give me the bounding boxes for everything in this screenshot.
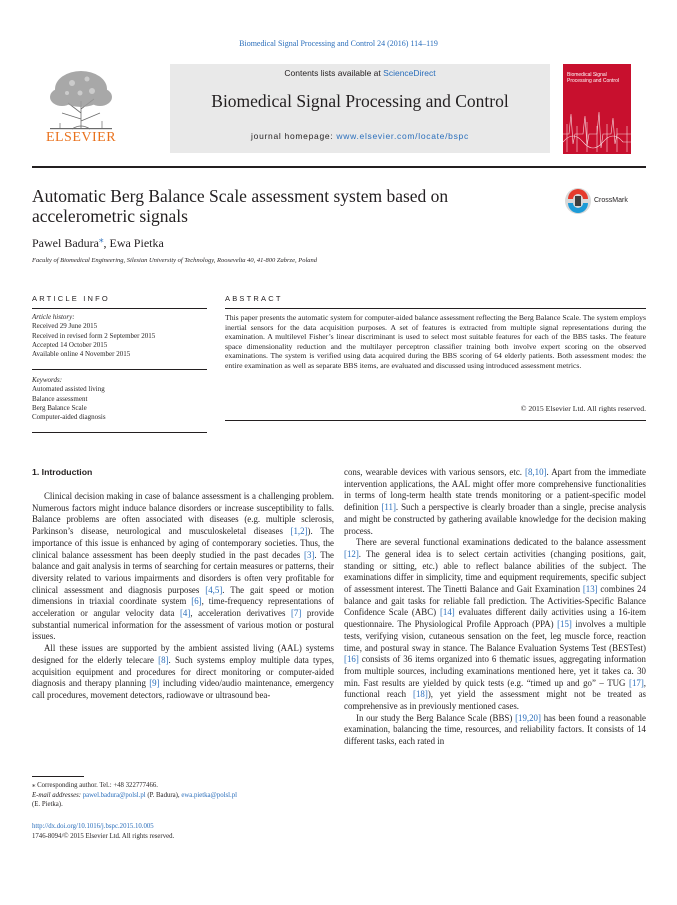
email-label: E-mail addresses: [32, 791, 82, 799]
citation-link[interactable]: [12] [344, 548, 359, 559]
email-link[interactable]: ewa.pietka@polsl.pl [181, 791, 238, 799]
homepage-link[interactable]: www.elsevier.com/locate/bspc [336, 131, 469, 141]
citation-link[interactable]: [6] [191, 596, 202, 607]
crossmark-label[interactable]: CrossMark [594, 197, 628, 204]
cover-waveform-graphic [563, 104, 631, 154]
author-name[interactable]: Pawel Badura [32, 236, 99, 250]
abstract-text: This paper presents the automatic system for computer-aided balance assessment reflecting the Berg Balance Scale. The system employs inertial sensors for the data acquisition purposes. A set of features is extracted from multiple signal representations during the examination. A multilevel Fisher’s linear discriminant is used to select most suitable features for each of the BBS tasks. The feature space dimensionality reduction and the multilayer perceptron classifier training both involve expert scoring on the observed examinations. The system is verified using data acquired during the BBS scoring of 64 elderly patients. Both assessment modes: the entire examination as well as separate BBS items, are evaluated and discussed using introduced assessment metrics. [225, 313, 646, 370]
citation-link[interactable]: [3] [304, 549, 315, 560]
crossmark-icon[interactable] [564, 187, 592, 215]
citation-link[interactable]: [16] [344, 654, 359, 665]
history-item: Available online 4 November 2015 [32, 350, 131, 359]
footnote-rule [32, 776, 84, 777]
contents-line [170, 68, 550, 78]
body-column-right [344, 467, 646, 748]
doi-link[interactable]: http://dx.doi.org/10.1016/j.bspc.2015.10.005 [32, 823, 154, 830]
history-item: Accepted 14 October 2015 [32, 340, 108, 349]
journal-homepage-line [170, 131, 550, 141]
author-name[interactable]: Ewa Pietka [109, 236, 164, 250]
homepage-prefix: journal homepage: [251, 131, 334, 141]
journal-cover-thumbnail[interactable] [563, 64, 631, 154]
article-info-rule [32, 308, 207, 309]
keywords-divider [32, 432, 207, 433]
email-line [32, 791, 334, 801]
keywords [32, 376, 207, 422]
author-separator: , [103, 236, 110, 250]
running-head[interactable]: Biomedical Signal Processing and Control 24 (2016) 114–119 [239, 39, 438, 48]
sciencedirect-link[interactable]: ScienceDirect [383, 68, 436, 78]
email-owner: (E. Pietka). [32, 801, 63, 808]
citation-link[interactable]: [19,20] [515, 712, 541, 723]
body-paragraph: cons, wearable devices with various sensors, etc. [8,10]. Apart from the immediate intervention applications, the AAL might offer more comprehensive functionalities in terms of long-term health state trends monitoring or a patient-specific model definition [11]. Such a perspective is clearly broader than a single, precise analysis and might be constructed by gathering available knowledge for the decision making process. [344, 467, 647, 536]
citation-link[interactable]: [14] [439, 607, 455, 618]
corresponding-author-note: ⁎ Corresponding author. Tel.: +48 322777466. [32, 782, 158, 789]
affiliation: Faculty of Biomedical Engineering, Silesian University of Technology, Roosevelta 40, 41-800 Zabrze, Poland [32, 257, 317, 264]
citation-link[interactable]: [4] [179, 608, 191, 619]
article-title-line1: Automatic Berg Balance Scale assessment system based on [32, 186, 449, 206]
citation-link[interactable]: [18] [413, 689, 428, 700]
citation-link[interactable]: [17] [628, 677, 644, 688]
citation-link[interactable]: [4,5] [205, 584, 223, 595]
article-history [32, 313, 207, 359]
abstract-copyright: © 2015 Elsevier Ltd. All rights reserved. [520, 404, 646, 413]
history-item: Received in revised form 2 September 2015 [32, 331, 156, 340]
citation-link[interactable]: [15] [557, 619, 572, 630]
article-info-heading: ARTICLE INFO [32, 294, 110, 303]
email-owner: (P. Badura), [145, 791, 182, 799]
keyword-item: Balance assessment [32, 394, 88, 403]
body-paragraph: There are several functional examinations dedicated to the balance assessment [12]. The general idea is to select certain activities (changing positions, gait, standing or sitting, etc.) able to reflect balance abilities of the subject. The examinations differ in simplicity, time and equipment requirements, specific subject of assessment interest. The Tinetti Balance and Gait Examination [13] combines 24 balance and gait tasks for reliable fall prediction. The Activities-Specific Balance Confidence Scale (ABC) [14] evaluates different daily activities using a 16-item questionnaire. The Physiological Profile Approach (PPA) [15] involves a multiple tests, verifying vision, cutaneous sensation on the feet, leg muscle force, reaction time, and postural sway in stance. The Balance Evaluation Systems Test (BESTest) [16] consists of 36 items organized into 6 thematic issues, aggregating information from multiple sources, including examinations mentioned here, yet it takes ca. 30 min. Fast results are yielded by quick tests (e.g. “timed up and go” – TUG [17], functional reach [18]), yet yield the assessment might not be treated as comprehensive as in previously mentioned cases. [344, 537, 647, 712]
abstract-heading: ABSTRACT [225, 294, 283, 303]
history-item: Received 29 June 2015 [32, 322, 98, 331]
contents-prefix: Contents lists available at [284, 68, 381, 78]
article-title [32, 186, 522, 226]
citation-link[interactable]: [9] [149, 678, 160, 689]
header-divider [32, 166, 646, 168]
citation-link[interactable]: [1,2] [290, 526, 308, 537]
keyword-item: Berg Balance Scale [32, 403, 87, 412]
abstract-bottom-rule [225, 420, 646, 421]
corresponding-author-mark[interactable]: ⁎ [98, 234, 104, 244]
journal-title: Biomedical Signal Processing and Control [211, 91, 509, 111]
cover-title: Biomedical Signal Processing and Control [567, 72, 619, 84]
article-info-divider [32, 369, 207, 370]
citation-link[interactable]: [11] [381, 502, 396, 513]
keyword-item: Automated assisted living [32, 385, 105, 394]
body-column-left [32, 491, 334, 702]
citation-link[interactable]: [13] [582, 584, 598, 595]
body-paragraph: In our study the Berg Balance Scale (BBS) [19,20] has been found a reasonable examination, balancing the time, resources, and reliability factors. It consists of 14 different tasks, each rated in [344, 712, 646, 747]
abstract-rule [225, 308, 646, 309]
issn-copyright: 1746-8094/© 2015 Elsevier Ltd. All rights reserved. [32, 833, 175, 840]
article-history-heading: Article history: [32, 313, 75, 321]
body-paragraph: Clinical decision making in case of balance assessment is a challenging problem. Numerous factors might induce balance disorders or increase susceptibility to falls. Balance problems are often associated with diseases (e.g. multiple sclerosis, Parkinson’s disease, neurological and musculoskeletal diseases [1,2]). The importance of this issue is enhanced by aging of contemporary societies. Thus, the clinical balance assessment has been deeply studied in the past decades [3]. The balance and gait analysis in terms of searching for certain measures or patterns, their diversity related to various impairments and disorders is often very profitable for clinical assessment and diagnosis purposes [4,5]. The gait speed or motion dimensions in triaxial coordinate system [6], time-frequency representations of acceleration or angular velocity data [4], acceleration derivatives [7] provide substantial numerical information for the assessment of various motion or postural issues. [32, 491, 335, 642]
footnotes [32, 781, 334, 810]
citation-link[interactable]: [8] [158, 654, 169, 665]
section-heading-introduction: 1. Introduction [32, 467, 93, 477]
citation-link[interactable]: [8,10] [525, 467, 547, 477]
elsevier-wordmark: ELSEVIER [45, 130, 117, 145]
body-paragraph: All these issues are supported by the ambient assisted living (AAL) systems designed for the elderly telecare [8]. Such systems employ multiple data types, acquisition equipment and procedures for direct monitoring or computer-aided diagnosis and therapy planning [9] including video/audio maintenance, emergency call procedures, movement detectors, radiowave or ultrasound bea- [32, 643, 334, 700]
citation-link[interactable]: [7] [290, 608, 302, 619]
article-title-line2: accelerometric signals [32, 206, 188, 226]
keyword-item: Computer-aided diagnosis [32, 413, 106, 422]
author-list [32, 234, 164, 251]
keywords-heading: Keywords: [32, 376, 63, 384]
email-link[interactable]: pawel.badura@polsl.pl [82, 791, 146, 799]
